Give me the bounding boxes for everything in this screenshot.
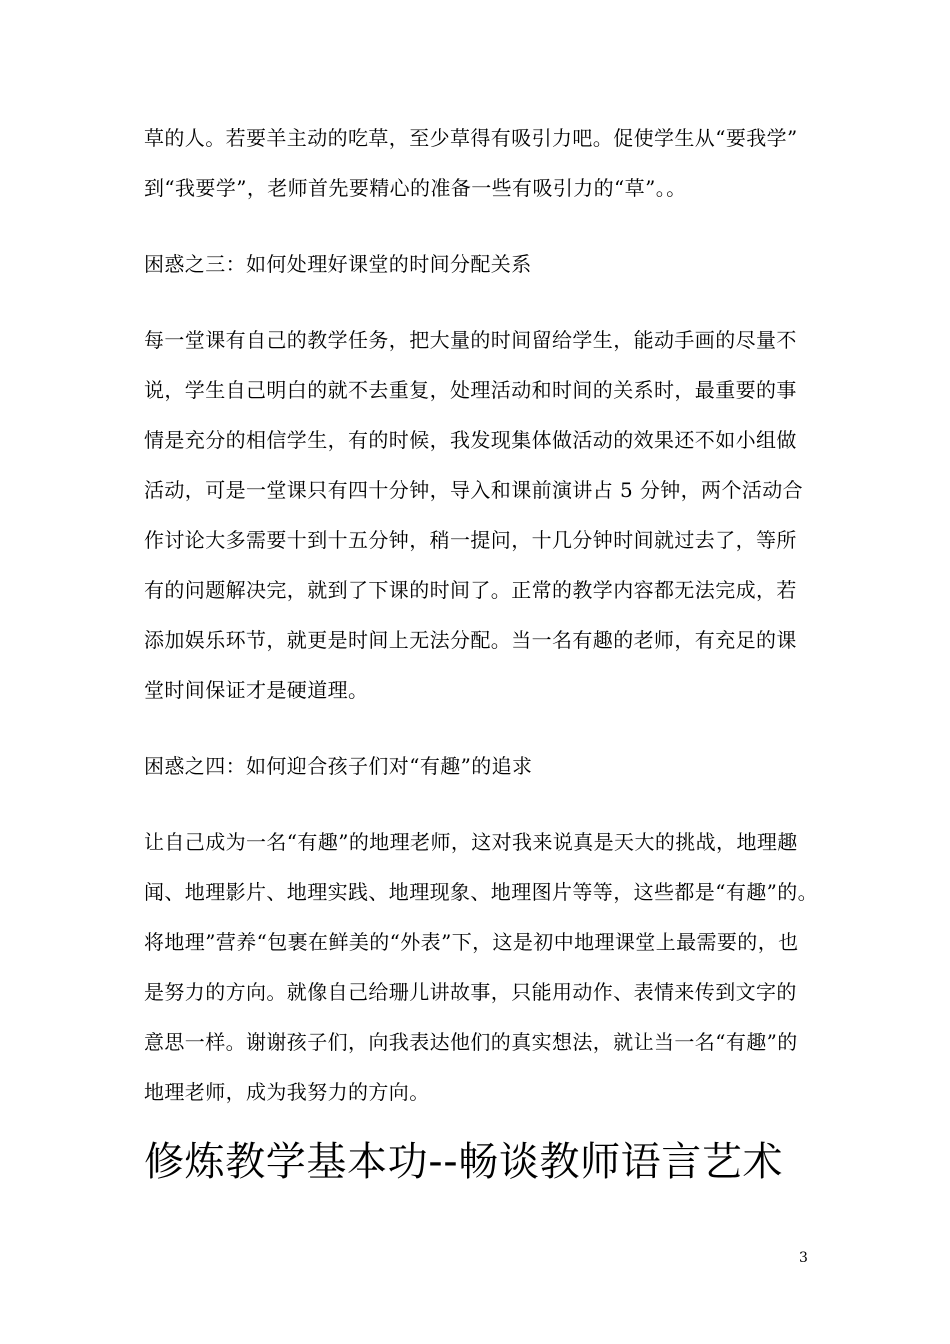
- section-3-title: 困惑之三：如何处理好课堂的时间分配关系: [144, 252, 532, 276]
- paragraph-2-line: 有的问题解决完，就到了下课的时间了。正常的教学内容都无法完成，若: [144, 578, 797, 602]
- paragraph-2-line: 活动，可是一堂课只有四十分钟，导入和课前演讲占 5 分钟，两个活动合: [144, 478, 804, 502]
- paragraph-3-line: 地理老师，成为我努力的方向。: [144, 1080, 430, 1104]
- paragraph-3-line: 将地理”营养“包裹在鲜美的“外表”下，这是初中地理课堂上最需要的，也: [144, 930, 799, 954]
- paragraph-2-line: 作讨论大多需要十到十五分钟，稍一提问，十几分钟时间就过去了，等所: [144, 528, 797, 552]
- paragraph-2-line: 添加娱乐环节，就更是时间上无法分配。当一名有趣的老师，有充足的课: [144, 628, 797, 652]
- paragraph-2-line: 说，学生自己明白的就不去重复，处理活动和时间的关系时，最重要的事: [144, 378, 797, 402]
- paragraph-2-line: 每一堂课有自己的教学任务，把大量的时间留给学生，能动手画的尽量不: [144, 328, 797, 352]
- section-4-title: 困惑之四：如何迎合孩子们对“有趣”的追求: [144, 754, 533, 778]
- paragraph-3-line: 让自己成为一名“有趣”的地理老师，这对我来说真是天大的挑战，地理趣: [144, 830, 798, 854]
- paragraph-3-line: 闻、地理影片、地理实践、地理现象、地理图片等等，这些都是“有趣”的。: [144, 880, 819, 904]
- paragraph-3-line: 是努力的方向。就像自己给珊儿讲故事，只能用动作、表情来传到文字的: [144, 980, 797, 1004]
- paragraph-2-line: 堂时间保证才是硬道理。: [144, 678, 369, 702]
- paragraph-3-line: 意思一样。谢谢孩子们，向我表达他们的真实想法，就让当一名“有趣”的: [144, 1030, 798, 1054]
- section-heading: 修炼教学基本功--畅谈教师语言艺术: [144, 1139, 784, 1185]
- page-number: 3: [799, 1250, 808, 1266]
- paragraph-1-line: 到“我要学”，老师首先要精心的准备一些有吸引力的“草”。。: [144, 176, 687, 200]
- paragraph-1-line: 草的人。若要羊主动的吃草，至少草得有吸引力吧。促使学生从“要我学”: [144, 126, 798, 150]
- paragraph-2-line: 情是充分的相信学生，有的时候，我发现集体做活动的效果还不如小组做: [144, 428, 797, 452]
